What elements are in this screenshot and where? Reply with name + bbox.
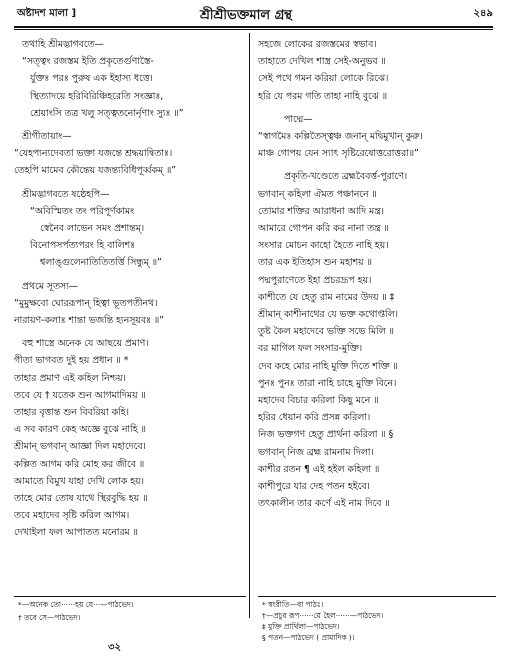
text-line: “মুমুক্ষবো ঘোররূপান্ হিত্বা ভূতপতীনথ। [14,297,158,309]
folio-mark: ৩২ [108,642,122,653]
text-line: সেই পথে গমন করিয়া লোকে রিঝে। [258,73,389,85]
page-number: ২৪৯ [473,8,493,19]
text-line: কাশীতে যে হেতু রাম নামের উদয় ॥ ‡ [258,291,395,303]
footnote-right-1: * স্বংরীতি—বা পাঠঃ। [262,600,324,609]
text-line: দেব কহে মোর নাহি মুক্তি দিতে শক্তি ॥ [258,360,398,372]
text-line: নারায়ণ-কলাঃ শান্তা ভজন্তি হ্যনসূয়বঃ ॥” [14,315,164,327]
text-line: গীতা ভাগবত দুই হয় প্রধান ॥ * [14,355,129,367]
text-line: তবে মহাদেব সৃষ্টি করিল আগম। [14,510,130,522]
text-line: শ্রীমদ্ভাগবতে ষষ্ঠেহপি— [22,188,110,200]
text-line: “স্বাগমৈঃ কল্পিতৈস্ত্বঞ্চ জনান্ মদ্বিমুখান্ কুরু। [258,131,423,143]
text-line: বর মাগিল ফল সংসার-মুক্তি। [258,343,363,355]
text-line: প্রকৃতি-খণ্ডেতে ব্রহ্মবৈবর্ত্ত-পুরাণে। [284,171,408,183]
text-line: র্যুক্তঃ পরঃ পুরুষ এক ইহাস্য ধত্তে। [30,73,153,85]
text-line: তাহার প্রমাণ এই কহিল নিশ্চয়। [14,372,126,384]
footnote-left-2: † তবে সে—পাঠভেদ। [18,613,81,622]
text-line: দেখাইলা ফল আপাতত মনোরম ॥ [14,527,138,539]
text-line: তবে যে † যতেক শুন আগমাদিময় ॥ [14,389,146,401]
text-line: আমাতে বিমুখ যাহা দেখি লোক হয়। [14,475,144,487]
text-line: পদ্মপুরাণেতে ইহা প্রচরদ্রূপ হয়। [258,274,372,286]
text-line: আমারে গোপন করি কর নানা তন্ত্র ॥ [258,223,389,235]
text-line: হরি যে পরম গতি তাহা নাহি বুঝে ॥ [258,90,388,102]
text-line: হরির ধেয়ান করি প্রসন্ন করিলা। [258,412,371,424]
text-line: শ্রীমান্ ভগবান্ আজ্ঞা দিল মহাদেবে। [14,441,146,453]
footnote-right-4: § পতন—পাঠভেদ ( প্রামাদিক )। [262,633,355,642]
text-line: তৎকালীন তার কর্ণে এই নাম দিবে ॥ [258,498,390,510]
header-rule [14,26,493,28]
text-line: তথাহি শ্রীমদ্ভাগবতে— [22,39,104,50]
text-line: কাশীপুরে যার দেহ পতন হইবে। [258,481,370,493]
text-line: বিনোপসর্পত্যপরং হি বালিশঃ [30,240,136,252]
text-line: তার এক ইতিহাস শুন মহাশয় ॥ [258,257,372,269]
right-column [258,36,496,512]
text-line: কল্পিত আগম করি মোহ কর জীবে ॥ [14,458,145,470]
text-line: প্রথমে সূতস্য— [22,280,79,292]
text-line: স্বেনৈব লাভেন সমং প্রশান্তম্। [40,223,145,235]
text-line: বহু শাস্ত্রে অনেক যে আছয়ে প্রমাণ। [22,338,149,350]
text-line: স্থিত্যাদয়ে হরিবিরিঞ্চিহরেতি সংজ্ঞাঃ, [30,90,164,102]
text-line: শ্রীগীতায়াং— [22,131,72,143]
text-line: তোমার শক্তির আরাধনা আদি মন্ত্র। [258,205,384,217]
text-line: নিজ ভক্তগণ হেতু প্রার্থনা করিলা ॥ § [258,429,394,441]
text-line: শ্রীমান্ কাশীনাথের যে ভক্ত কথোপ্তলি। [258,309,398,321]
text-line: মহাদেব বিচার করিলা কিছু মনে ॥ [258,395,379,407]
text-line: এ সব কারণ কেহ অজ্ঞে বুঝে নাহি ॥ [14,424,146,436]
text-line: তাহে মোর তোষ যাথে স্থিরবুদ্ধি হয় ॥ [14,493,148,505]
text-line: তাহার বৃত্তান্ত শুন বিবরিয়া কহি। [14,407,129,419]
text-line: কাশীর রতন ¶ এই হইল কহিলা ॥ [258,463,380,475]
text-line: তুষ্ট কৈল মহাদেবে ভক্তি সভে মিলি ॥ [258,326,394,338]
footnote-right-3: ‡ মুক্তি প্রার্থিলা—পাঠভেদ। [262,622,340,631]
text-line: ভগবান্ নিজ ব্রহ্ম রামনাম দিলা। [258,446,374,458]
text-line: শ্রেয়াংসি তত্র খলু সত্ত্বতনোর্নৃণাং স্যুঃ ॥” [30,107,184,119]
text-line: মাঞ্চ গোপয় যেন স্যাৎ সৃষ্টিরেষোত্তরোত্তরা॥” [258,148,419,160]
text-line: শ্বলাঙ্গুলেনাতিতিতর্ত্তি সিন্ধুম্ ॥” [40,257,162,269]
text-line: “যেহপ্যন্যদেবতা ভক্তা যজন্তে শ্রদ্ধয়ান্বিতাঃ। [14,148,173,160]
footnote-rule-right [258,596,496,597]
text-line: পুনঃ পুনঃ তারা নাহি চাহে মুক্তি বিনে। [258,377,397,389]
column-divider [249,33,250,618]
text-line: “সত্ত্বং রজস্তম ইতি প্রকৃতের্গুণাস্তৈ- [22,56,154,68]
footnote-left-1: *—অনেক তো······হয় যে···—পাঠভেদ। [18,600,134,609]
footnote-rule-left [14,596,246,597]
text-line: তাহাতে দেখিল শাস্ত্র সেই-অনুভব ॥ [258,56,386,68]
text-line: ভগবান্ কহিলা ঐমত পঞ্চাননে ॥ [258,188,377,200]
running-header-left: অষ্টাদশ মালা ] [17,8,77,19]
text-line: পাদ্মে— [284,113,313,125]
text-line: সহজে লোকের রজস্তমের স্বভাব। [258,39,377,50]
running-header-title: শ্রীশ্রীভক্তমাল গ্রন্থ [200,8,292,23]
header-rule-thin [14,29,493,30]
footnote-right-2: †—প্রচুর রূপ······য়ে হৈল······—পাঠভেদ। [262,611,384,620]
text-line: তেহপি মামেব কৌন্তেয় যজন্ত্যবিধিপূর্ব্বকম্ ॥” [14,165,177,177]
left-column [14,36,246,542]
text-line: “অবিস্মিতং তং পরিপূর্ণকামং [30,205,135,217]
text-line: সংসার মোচন কাহো হৈতে নাহি হয়। [258,240,389,252]
